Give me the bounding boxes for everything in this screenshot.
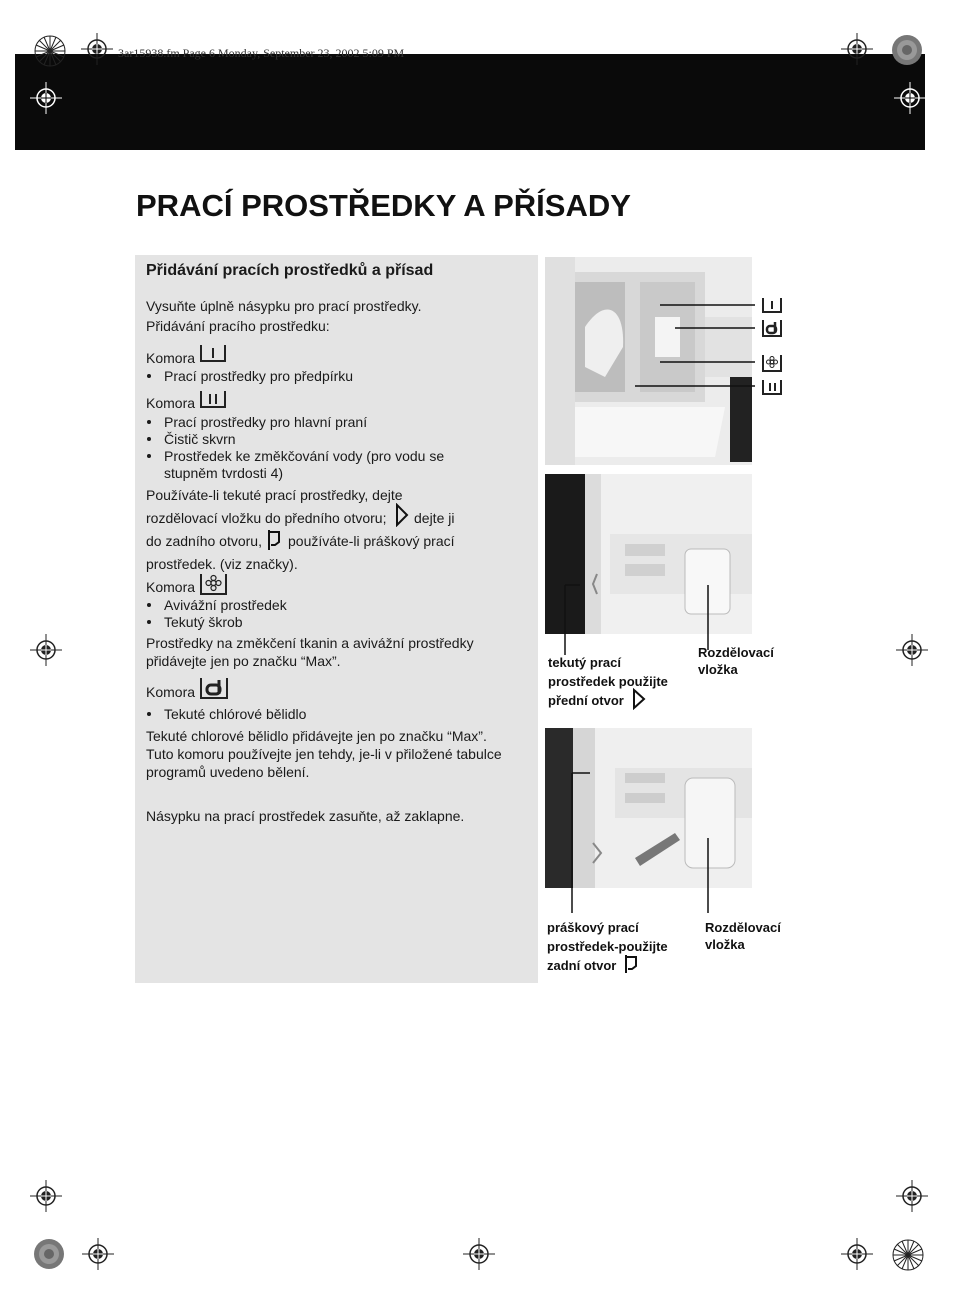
gray-target-icon: [891, 34, 923, 66]
paragraph-line: programů uvedeno bělení.: [146, 764, 310, 780]
prewash-I-icon: [762, 297, 782, 318]
flower-softener-icon: [762, 354, 782, 377]
caption-line: práškový prací: [547, 920, 639, 935]
paragraph-line: používáte-li práškový prací: [288, 533, 455, 549]
paragraph-line: Tuto komoru používejte jen tehdy, je-li v přiložené tabulce: [146, 746, 502, 762]
bleach-a-icon: [200, 677, 228, 704]
list-item: Prací prostředky pro hlavní praní: [164, 414, 368, 430]
chamber-label: Komora: [146, 395, 196, 411]
paragraph-line: Prostředky na změkčení tkanin a avivážní prostředky: [146, 635, 474, 651]
flag-arrow-icon: [624, 953, 640, 980]
crosshair-mark-icon: [896, 634, 928, 666]
caption-line: prostředek-použijte: [547, 939, 668, 954]
caption-line: zadní otvor: [547, 958, 617, 973]
list-item: Prostředek ke změkčování vody (pro vodu se: [164, 448, 445, 464]
bullet-icon: [147, 454, 151, 458]
bleach-a-icon: [762, 319, 782, 342]
mainwash-II-icon: [762, 379, 782, 400]
caption-line: Rozdělovací: [705, 920, 781, 935]
bullet-icon: [147, 603, 151, 607]
caption-line: vložka: [698, 662, 738, 677]
bullet-icon: [147, 712, 151, 716]
registration-mark-icon: [891, 1238, 925, 1272]
bullet-icon: [147, 374, 151, 378]
crosshair-mark-icon: [30, 82, 62, 114]
leader-lines: [560, 768, 720, 918]
paragraph-line: do zadního otvoru,: [146, 533, 262, 549]
list-item: Tekuté chlórové bělidlo: [164, 706, 307, 722]
mainwash-II-icon: [200, 390, 226, 413]
crosshair-mark-icon: [81, 33, 113, 65]
crosshair-mark-icon: [30, 1180, 62, 1212]
list-item: Avivážní prostředek: [164, 597, 287, 613]
paragraph-line: Tekuté chlorové bělidlo přidávejte jen po značku “Max”.: [146, 728, 487, 744]
chamber-label: Komora: [146, 684, 196, 700]
crosshair-mark-icon: [896, 1180, 928, 1212]
section-heading: Přidávání pracích prostředků a přísad: [146, 262, 434, 279]
crosshair-mark-icon: [841, 1238, 873, 1270]
crosshair-mark-icon: [841, 33, 873, 65]
paragraph-line: dejte ji: [414, 510, 455, 526]
bullet-icon: [147, 437, 151, 441]
crosshair-mark-icon: [894, 82, 926, 114]
crosshair-mark-icon: [30, 634, 62, 666]
list-item-continuation: stupněm tvrdosti 4): [164, 465, 284, 481]
crosshair-mark-icon: [463, 1238, 495, 1270]
list-item: Čistič skvrn: [164, 431, 236, 447]
gray-target-icon: [33, 1238, 65, 1270]
caption-line: prostředek použijte: [548, 674, 668, 689]
list-item: Prací prostředky pro předpírku: [164, 368, 354, 384]
paragraph-line: prostředek. (viz značky).: [146, 556, 298, 572]
chamber-label: Komora: [146, 350, 196, 366]
file-slug: 3ar15938.fm Page 6 Monday, September 23, 2002 5:09 PM: [118, 46, 405, 60]
triangle-arrow-icon: [395, 503, 409, 532]
flag-arrow-icon: [267, 528, 283, 557]
caption-line: přední otvor: [548, 693, 624, 708]
caption-line: vložka: [705, 937, 745, 952]
paragraph-line: Používáte-li tekuté prací prostředky, dejte: [146, 487, 403, 503]
paragraph-line: rozdělovací vložku do předního otvoru;: [146, 510, 387, 526]
bullet-icon: [147, 620, 151, 624]
crosshair-mark-icon: [82, 1238, 114, 1270]
intro-text: Vysuňte úplně násypku pro prací prostředky.: [146, 298, 422, 314]
registration-mark-icon: [33, 34, 67, 68]
caption-line: tekutý prací: [548, 655, 621, 670]
triangle-arrow-icon: [632, 688, 646, 715]
leader-lines: [560, 580, 720, 660]
bullet-icon: [147, 420, 151, 424]
prewash-I-icon: [200, 344, 226, 367]
leader-lines: [630, 290, 760, 400]
paragraph-line: přidávejte jen po značku “Max”.: [146, 653, 341, 669]
chamber-label: Komora: [146, 579, 196, 595]
page-title: PRACÍ PROSTŘEDKY A PŘÍSADY: [136, 188, 631, 223]
intro-text: Přidávání pracího prostředku:: [146, 318, 330, 334]
list-item: Tekutý škrob: [164, 614, 243, 630]
header-bar: [15, 54, 925, 150]
closing-instruction: Násypku na prací prostředek zasuňte, až zaklapne.: [146, 808, 465, 824]
caption-line: Rozdělovací: [698, 645, 774, 660]
